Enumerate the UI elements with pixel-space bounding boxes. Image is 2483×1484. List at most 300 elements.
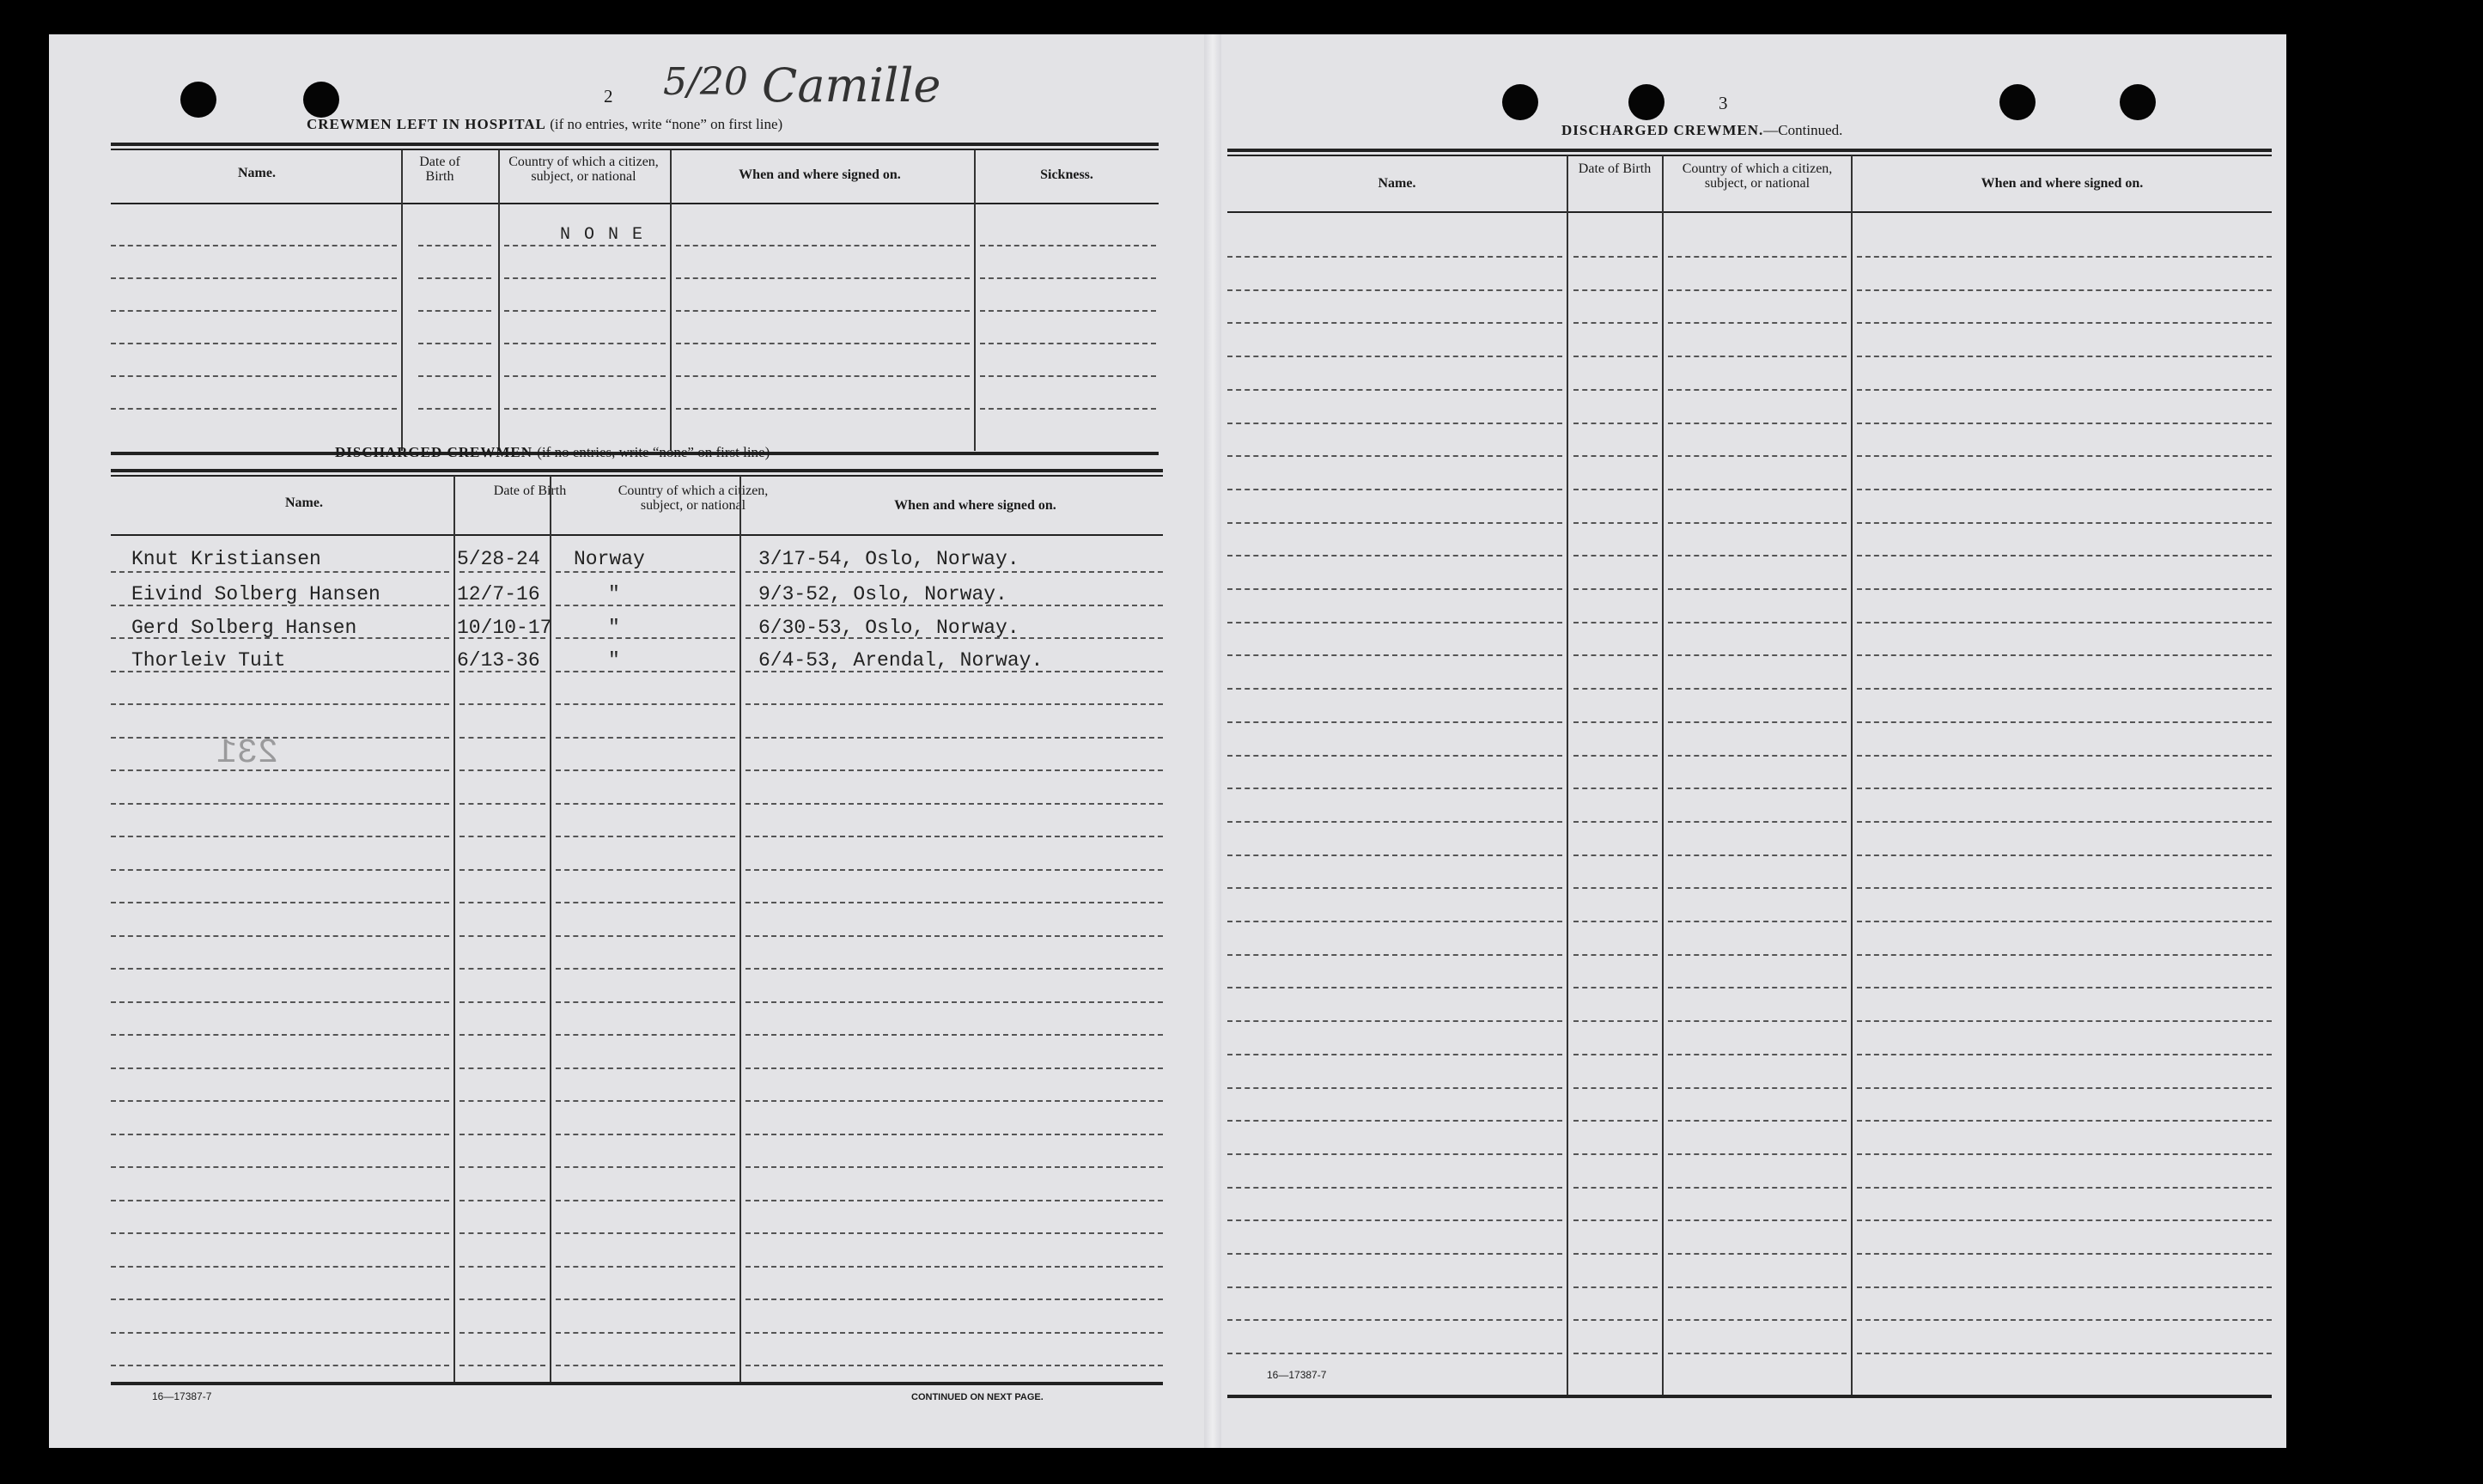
ruled-line (1573, 1120, 1658, 1122)
ruled-line (1227, 755, 1562, 757)
ruled-line (1227, 289, 1562, 291)
ruled-line (111, 737, 449, 739)
ruled-line (504, 408, 666, 410)
hospital-divider (498, 150, 500, 451)
ruled-line (1668, 455, 1847, 457)
ruled-line (1668, 721, 1847, 723)
ruled-line (1573, 522, 1658, 524)
ruled-line (1857, 1020, 2272, 1022)
ruled-line (746, 902, 1163, 903)
right-section-title (1561, 122, 1842, 139)
ruled-line (1668, 1087, 1847, 1089)
ruled-line (1668, 1187, 1847, 1189)
row-signed-on: 6/30-53, Oslo, Norway. (758, 617, 1019, 639)
ruled-line (1857, 588, 2272, 590)
ruled-line (676, 408, 970, 410)
ruled-line (746, 571, 1163, 573)
ruled-line (1573, 1153, 1658, 1155)
ruled-line (556, 1298, 735, 1300)
ruled-line (111, 1001, 449, 1003)
ruled-line (1573, 954, 1658, 956)
ruled-line (1857, 821, 2272, 823)
ruled-line (1668, 289, 1847, 291)
right-divider (1662, 155, 1664, 1397)
bleed-through-stamp: 231 (216, 734, 279, 773)
ruled-line (1227, 555, 1562, 556)
ruled-line (1227, 1153, 1562, 1155)
ruled-line (459, 1332, 545, 1334)
handwritten-note: 5/20 (663, 60, 748, 104)
ruled-line (1573, 921, 1658, 922)
ruled-line (1668, 522, 1847, 524)
discharged-col-signed-on: When and where signed on. (894, 498, 1056, 513)
ruled-line (1227, 455, 1562, 457)
ruled-line (1227, 1219, 1562, 1221)
ruled-line (746, 769, 1163, 771)
ruled-line (1668, 1219, 1847, 1221)
ruled-line (1857, 1153, 2272, 1155)
ruled-line (556, 1034, 735, 1036)
ruled-line (111, 1166, 449, 1168)
ruled-line (1668, 622, 1847, 623)
ruled-line (1857, 721, 2272, 723)
ruled-line (556, 1365, 735, 1366)
ruled-line (676, 277, 970, 279)
ruled-line (746, 1166, 1163, 1168)
right-title-suffix: —Continued. (1763, 122, 1843, 138)
ruled-line (1573, 887, 1658, 889)
ruled-line (1227, 1253, 1562, 1255)
continued-note: CONTINUED ON NEXT PAGE. (911, 1392, 1044, 1402)
ruled-line (1857, 389, 2272, 391)
row-signed-on: 6/4-53, Arendal, Norway. (758, 649, 1044, 672)
ruled-line (746, 1067, 1163, 1069)
ruled-line (746, 1266, 1163, 1268)
ruled-line (556, 1166, 735, 1168)
ruled-line (676, 343, 970, 344)
ruled-line (746, 1200, 1163, 1201)
row-name: Thorleiv Tuit (131, 649, 286, 672)
right-col-dob: Date of Birth (1578, 161, 1652, 176)
ruled-line (1857, 1319, 2272, 1321)
ruled-line (1668, 855, 1847, 856)
right-top-rule (1227, 149, 2272, 152)
ruled-line (111, 277, 397, 279)
form-number: 16—17387-7 (152, 1390, 212, 1402)
ruled-line (1227, 921, 1562, 922)
discharged-top-rule-thin (111, 475, 1163, 477)
right-title: DISCHARGED CREWMEN. (1561, 122, 1764, 138)
ruled-line (1857, 555, 2272, 556)
hospital-header-rule (111, 203, 1159, 204)
ruled-line (1857, 289, 2272, 291)
ruled-line (111, 836, 449, 837)
ruled-line (504, 310, 666, 312)
ruled-line (459, 902, 545, 903)
punch-hole (2120, 84, 2156, 120)
ruled-line (111, 902, 449, 903)
hospital-top-rule (111, 143, 1159, 146)
ruled-line (459, 737, 545, 739)
ruled-line (556, 1232, 735, 1234)
ruled-line (1573, 721, 1658, 723)
ruled-line (459, 1200, 545, 1201)
discharged-col-dob: Date of Birth (493, 484, 567, 498)
ruled-line (1573, 389, 1658, 391)
right-divider (1567, 155, 1568, 1397)
ruled-line (1573, 622, 1658, 623)
ruled-line (1668, 489, 1847, 490)
ruled-line (1227, 1319, 1562, 1321)
ruled-line (1668, 921, 1847, 922)
ruled-line (556, 935, 735, 937)
ruled-line (746, 737, 1163, 739)
ruled-line (111, 375, 397, 377)
ruled-line (111, 1067, 449, 1069)
ruled-line (746, 1232, 1163, 1234)
ruled-line (676, 310, 970, 312)
ruled-line (746, 1100, 1163, 1102)
ruled-line (980, 277, 1156, 279)
ruled-line (1857, 1054, 2272, 1055)
ruled-line (1227, 389, 1562, 391)
ruled-line (459, 869, 545, 871)
discharged-header-rule (111, 534, 1163, 536)
ruled-line (1573, 855, 1658, 856)
ruled-line (1573, 1087, 1658, 1089)
ruled-line (111, 1034, 449, 1036)
discharged-title: DISCHARGED CREWMEN (335, 444, 533, 460)
ruled-line (1573, 755, 1658, 757)
ruled-line (459, 703, 545, 705)
ruled-line (111, 245, 397, 246)
ruled-line (1668, 1120, 1847, 1122)
ruled-line (111, 1298, 449, 1300)
hospital-col-country: Country of which a citizen, subject, or national (508, 155, 659, 184)
ruled-line (980, 245, 1156, 246)
ruled-line (556, 1001, 735, 1003)
discharged-top-rule (111, 469, 1163, 472)
hospital-col-signed-on: When and where signed on. (739, 167, 901, 182)
ruled-line (1573, 289, 1658, 291)
ruled-line (1668, 821, 1847, 823)
ruled-line (1668, 1054, 1847, 1055)
ruled-line (1668, 389, 1847, 391)
handwritten-name: Camille (762, 58, 941, 113)
hospital-section-title (307, 116, 782, 133)
ruled-line (418, 310, 491, 312)
ruled-line (1227, 654, 1562, 656)
ruled-line (1857, 755, 2272, 757)
ruled-line (1573, 821, 1658, 823)
ruled-line (459, 836, 545, 837)
ruled-line (1227, 489, 1562, 490)
ruled-line (1857, 1219, 2272, 1221)
ruled-line (1857, 1353, 2272, 1354)
discharged-note: (if no entries, write “none” on first line) (537, 444, 770, 460)
ruled-line (1857, 954, 2272, 956)
ruled-line (418, 408, 491, 410)
ruled-line (746, 1298, 1163, 1300)
ruled-line (111, 935, 449, 937)
hospital-divider (974, 150, 976, 451)
ruled-line (1573, 987, 1658, 988)
row-country: Norway (574, 548, 645, 570)
ruled-line (418, 245, 491, 246)
ruled-line (676, 245, 970, 246)
right-top-rule-thin (1227, 155, 2272, 156)
right-col-signed-on: When and where signed on. (1981, 176, 2144, 191)
ruled-line (556, 1100, 735, 1102)
ruled-line (1857, 489, 2272, 490)
row-name: Eivind Solberg Hansen (131, 583, 380, 605)
ruled-line (556, 1067, 735, 1069)
ruled-line (746, 869, 1163, 871)
ruled-line (111, 408, 397, 410)
ruled-line (556, 1134, 735, 1135)
ruled-line (459, 1134, 545, 1135)
ruled-line (1857, 622, 2272, 623)
ruled-line (1857, 1187, 2272, 1189)
ruled-line (418, 375, 491, 377)
ruled-line (980, 375, 1156, 377)
ruled-line (1573, 256, 1658, 258)
hospital-divider (670, 150, 672, 451)
ruled-line (1857, 423, 2272, 424)
ruled-line (1227, 1187, 1562, 1189)
ruled-line (1227, 256, 1562, 258)
ruled-line (746, 1332, 1163, 1334)
ruled-line (1573, 555, 1658, 556)
ruled-line (1227, 322, 1562, 324)
ruled-line (1573, 788, 1658, 789)
row-country: " (608, 583, 620, 605)
discharged-divider (453, 476, 455, 1384)
ruled-line (556, 605, 735, 606)
ruled-line (1227, 356, 1562, 357)
ruled-line (459, 1232, 545, 1234)
ruled-line (556, 769, 735, 771)
ruled-line (111, 1134, 449, 1135)
ruled-line (1857, 987, 2272, 988)
ruled-line (111, 571, 449, 573)
row-dob: 5/28-24 (457, 548, 540, 570)
ruled-line (1668, 1319, 1847, 1321)
ruled-line (1668, 755, 1847, 757)
ruled-line (1668, 654, 1847, 656)
ruled-line (459, 968, 545, 970)
ruled-line (459, 1365, 545, 1366)
ruled-line (746, 803, 1163, 805)
page-number: 3 (1719, 93, 1728, 113)
ruled-line (1668, 1020, 1847, 1022)
ruled-line (1227, 821, 1562, 823)
ruled-line (556, 1332, 735, 1334)
ruled-line (1668, 1153, 1847, 1155)
ruled-line (1573, 588, 1658, 590)
ruled-line (111, 703, 449, 705)
ruled-line (1227, 887, 1562, 889)
ruled-line (111, 310, 397, 312)
hospital-note: (if no entries, write “none” on first line) (550, 116, 783, 132)
ruled-line (980, 343, 1156, 344)
ruled-line (1857, 1087, 2272, 1089)
ruled-line (1857, 455, 2272, 457)
discharged-col-name: Name. (285, 496, 323, 510)
discharged-divider (550, 476, 551, 1384)
page-number: 2 (604, 86, 613, 106)
ruled-line (556, 836, 735, 837)
ruled-line (1227, 622, 1562, 623)
ruled-line (556, 703, 735, 705)
ruled-line (1668, 423, 1847, 424)
ruled-line (1668, 1286, 1847, 1288)
ruled-line (1573, 455, 1658, 457)
right-col-name: Name. (1378, 176, 1416, 191)
ruled-line (1857, 356, 2272, 357)
ruled-line (1227, 987, 1562, 988)
ruled-line (1857, 522, 2272, 524)
ruled-line (556, 803, 735, 805)
ruled-line (1668, 688, 1847, 690)
ruled-line (459, 1001, 545, 1003)
ruled-line (1573, 423, 1658, 424)
row-dob: 6/13-36 (457, 649, 540, 672)
ruled-line (556, 671, 735, 672)
ruled-line (111, 1266, 449, 1268)
ruled-line (459, 1034, 545, 1036)
ruled-line (459, 1100, 545, 1102)
ruled-line (111, 343, 397, 344)
row-dob: 12/7-16 (457, 583, 540, 605)
ruled-line (1857, 256, 2272, 258)
ruled-line (1668, 322, 1847, 324)
ruled-line (111, 1100, 449, 1102)
document-sheet (49, 34, 2286, 1448)
ruled-line (1227, 1087, 1562, 1089)
ruled-line (459, 1298, 545, 1300)
ruled-line (111, 968, 449, 970)
ruled-line (504, 245, 666, 246)
punch-hole (1628, 84, 1664, 120)
ruled-line (1668, 987, 1847, 988)
ruled-line (459, 1067, 545, 1069)
ruled-line (459, 1166, 545, 1168)
right-divider (1851, 155, 1853, 1397)
ruled-line (1668, 356, 1847, 357)
ruled-line (1573, 1187, 1658, 1189)
ruled-line (746, 703, 1163, 705)
ruled-line (111, 1332, 449, 1334)
right-col-country: Country of which a citizen, subject, or national (1682, 161, 1833, 191)
ruled-line (746, 1134, 1163, 1135)
hospital-col-name: Name. (238, 166, 276, 180)
ruled-line (746, 968, 1163, 970)
hospital-top-rule-thin (111, 149, 1159, 150)
punch-hole (303, 82, 339, 118)
ruled-line (676, 375, 970, 377)
ruled-line (1227, 1353, 1562, 1354)
discharged-col-country: Country of which a citizen, subject, or national (618, 484, 769, 513)
ruled-line (1573, 1353, 1658, 1354)
ruled-line (1227, 1054, 1562, 1055)
row-dob: 10/10-17 (457, 617, 552, 639)
ruled-line (1227, 423, 1562, 424)
row-name: Gerd Solberg Hansen (131, 617, 357, 639)
ruled-line (556, 737, 735, 739)
ruled-line (1857, 654, 2272, 656)
ruled-line (746, 935, 1163, 937)
ruled-line (980, 408, 1156, 410)
ruled-line (1573, 1054, 1658, 1055)
ruled-line (1668, 1253, 1847, 1255)
ruled-line (746, 1365, 1163, 1366)
ruled-line (1227, 788, 1562, 789)
ruled-line (459, 803, 545, 805)
ruled-line (1857, 788, 2272, 789)
discharged-divider (739, 476, 741, 1384)
right-header-rule (1227, 211, 2272, 213)
ruled-line (1668, 256, 1847, 258)
ruled-line (1227, 688, 1562, 690)
ruled-line (1227, 954, 1562, 956)
ruled-line (746, 1001, 1163, 1003)
ruled-line (556, 571, 735, 573)
ruled-line (1857, 1253, 2272, 1255)
ruled-line (459, 1266, 545, 1268)
ruled-line (1857, 1120, 2272, 1122)
ruled-line (1573, 1253, 1658, 1255)
ruled-line (1573, 489, 1658, 490)
discharged-bottom-rule (111, 1382, 1163, 1385)
ruled-line (1573, 356, 1658, 357)
ruled-line (1227, 1020, 1562, 1022)
hospital-title: CREWMEN LEFT IN HOSPITAL (307, 116, 545, 132)
ruled-line (1227, 522, 1562, 524)
ruled-line (1573, 688, 1658, 690)
punch-hole (1999, 84, 2036, 120)
ruled-line (1668, 588, 1847, 590)
hospital-none-entry: N O N E (560, 225, 645, 245)
hospital-divider (401, 150, 403, 451)
ruled-line (1227, 588, 1562, 590)
row-country: " (608, 617, 620, 639)
ruled-line (111, 769, 449, 771)
ruled-line (504, 277, 666, 279)
ruled-line (556, 968, 735, 970)
ruled-line (1573, 654, 1658, 656)
ruled-line (1573, 322, 1658, 324)
ruled-line (1668, 1353, 1847, 1354)
ruled-line (556, 1266, 735, 1268)
ruled-line (1668, 555, 1847, 556)
ruled-line (1668, 887, 1847, 889)
ruled-line (111, 803, 449, 805)
row-signed-on: 3/17-54, Oslo, Norway. (758, 548, 1019, 570)
ruled-line (459, 769, 545, 771)
ruled-line (459, 935, 545, 937)
punch-hole (1502, 84, 1538, 120)
ruled-line (1227, 721, 1562, 723)
ruled-line (111, 1365, 449, 1366)
ruled-line (504, 375, 666, 377)
ruled-line (1227, 1286, 1562, 1288)
ruled-line (556, 637, 735, 639)
ruled-line (111, 1200, 449, 1201)
ruled-line (1857, 921, 2272, 922)
form-number: 16—17387-7 (1267, 1369, 1327, 1381)
ruled-line (556, 869, 735, 871)
